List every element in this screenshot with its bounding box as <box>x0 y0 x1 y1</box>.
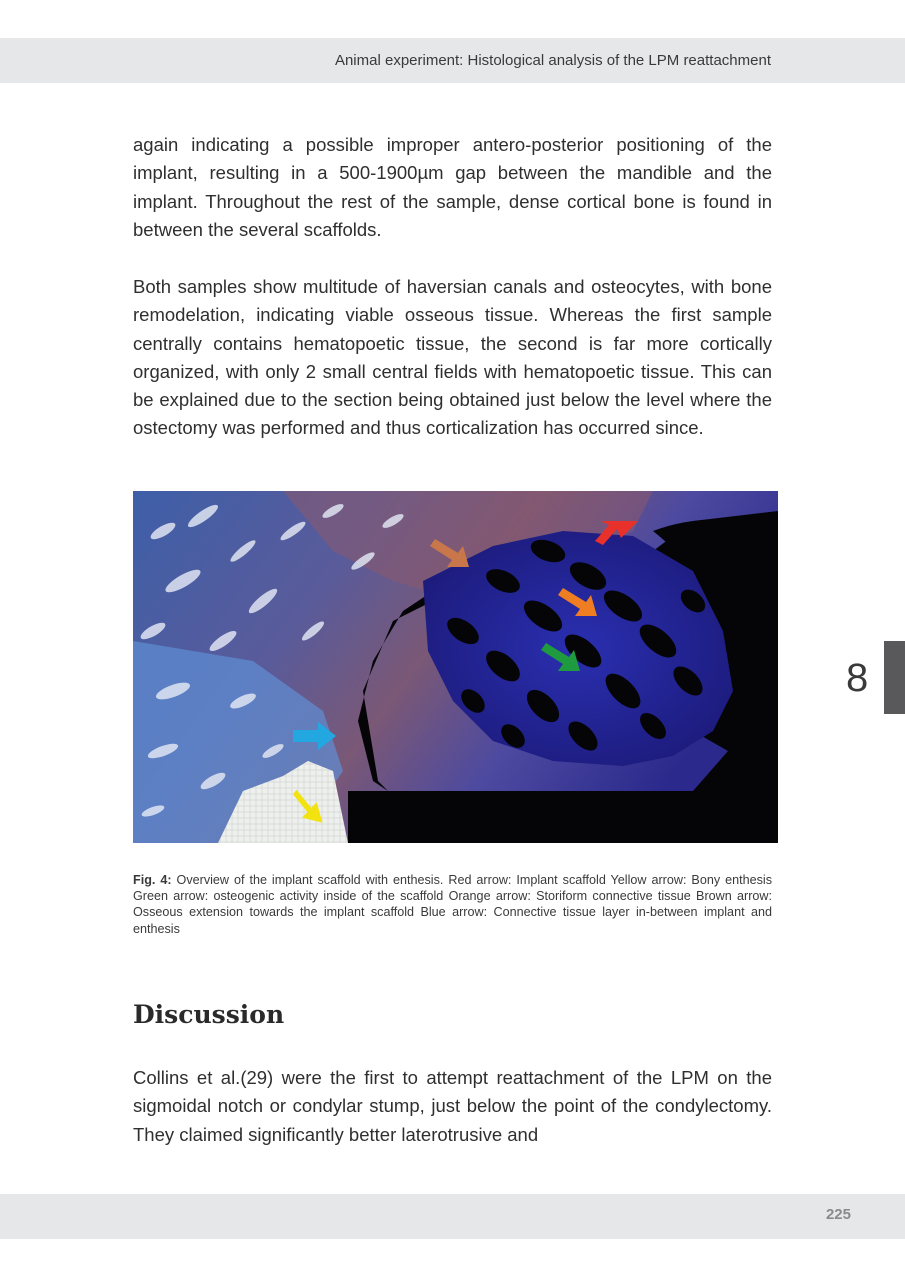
footer-band <box>0 1194 905 1239</box>
page-number: 225 <box>825 1206 851 1223</box>
histology-figure <box>133 491 778 843</box>
figure-caption-text: Overview of the implant scaffold with enthesis. Red arrow: Implant scaffold Yellow arrow: Bony enthesis Green arrow: osteogenic activity inside of the scaffold Orange arrow: Storiform connective tissue Brown arrow: Osseous extension towards the implant scaffold Blue arrow: Connective tissue layer in-between implant and enthesis <box>133 873 772 936</box>
chapter-tab <box>884 641 905 714</box>
body-paragraph: Collins et al.(29) were the first to attempt reattachment of the LPM on the sigmoidal notch or condylar stump, just below the point of the condylectomy. They claimed significantly better laterotrusive and <box>133 1067 772 1145</box>
running-head: Animal experiment: Histological analysis of the LPM reattachment <box>334 52 771 69</box>
figure-caption <box>133 872 772 937</box>
section-heading: Discussion <box>133 1000 285 1029</box>
body-paragraph: again indicating a possible improper antero-posterior positioning of the implant, resulting in a 500-1900µm gap between the mandible and the implant. Throughout the rest of the sample, dense cortical bone is found in between the several scaffolds. <box>133 134 772 240</box>
figure-label: Fig. 4: <box>133 873 172 887</box>
body-paragraph: Both samples show multitude of haversian canals and osteocytes, with bone remodelation, indicating viable osseous tissue. Whereas the first sample centrally contains hematopoetic tissue, the second is far more cortically organized, with only 2 small central fields with hematopoetic tissue. This can be explained due to the section being obtained just below the level where the ostectomy was performed and thus corticalization has occurred since. <box>133 276 772 439</box>
chapter-number: 8 <box>846 656 869 700</box>
